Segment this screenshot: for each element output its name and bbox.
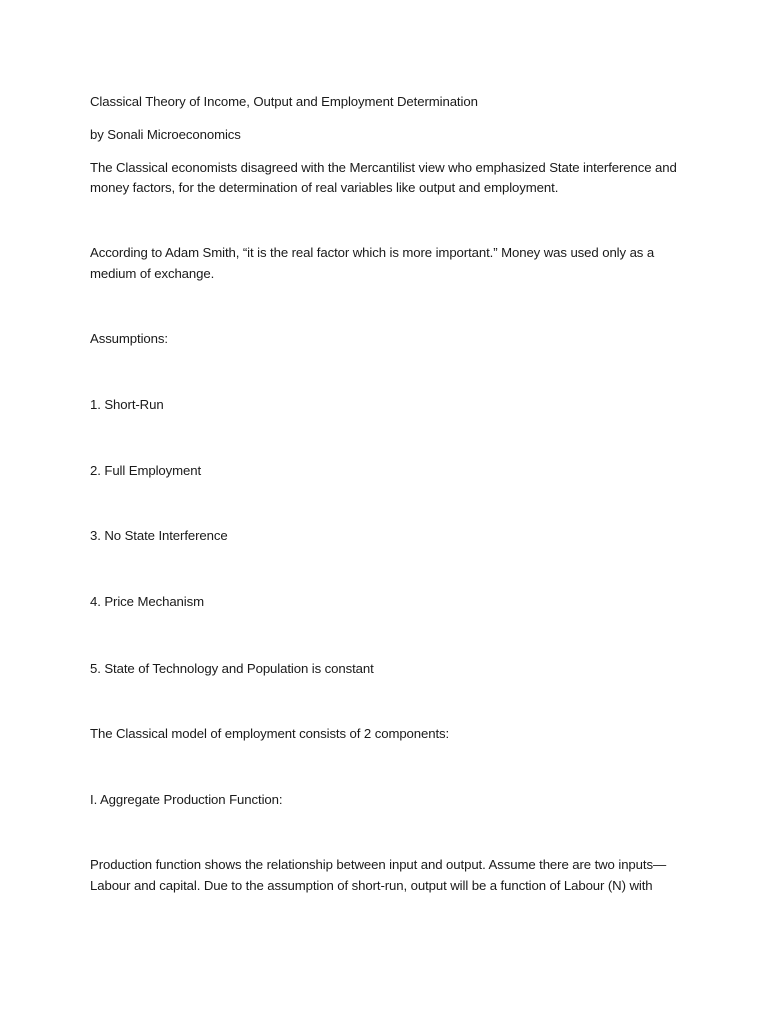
adam-smith-paragraph-line-1: According to Adam Smith, “it is the real factor which is more important.” Money was used only as a xyxy=(90,245,655,260)
assumption-item: 2. Full Employment xyxy=(90,463,202,478)
document-title: Classical Theory of Income, Output and Employment Determination xyxy=(90,94,478,109)
assumption-item: 5. State of Technology and Population is constant xyxy=(90,661,374,676)
assumption-item: 4. Price Mechanism xyxy=(90,594,204,609)
section-heading-production-function: I. Aggregate Production Function: xyxy=(90,792,283,807)
intro-paragraph-line-1: The Classical economists disagreed with the Mercantilist view who emphasized State interference and xyxy=(90,160,677,175)
assumption-item: 1. Short-Run xyxy=(90,397,164,412)
production-paragraph-line-1: Production function shows the relationship between input and output. Assume there are two inputs— xyxy=(90,857,667,872)
adam-smith-paragraph-line-2: medium of exchange. xyxy=(90,266,215,281)
assumptions-heading: Assumptions: xyxy=(90,331,168,346)
document-byline: by Sonali Microeconomics xyxy=(90,127,241,142)
model-intro-paragraph: The Classical model of employment consists of 2 components: xyxy=(90,726,450,741)
production-paragraph-line-2: Labour and capital. Due to the assumption of short-run, output will be a function of Labour (N) with xyxy=(90,878,653,893)
assumption-item: 3. No State Interference xyxy=(90,528,228,543)
intro-paragraph-line-2: money factors, for the determination of real variables like output and employment. xyxy=(90,180,559,195)
